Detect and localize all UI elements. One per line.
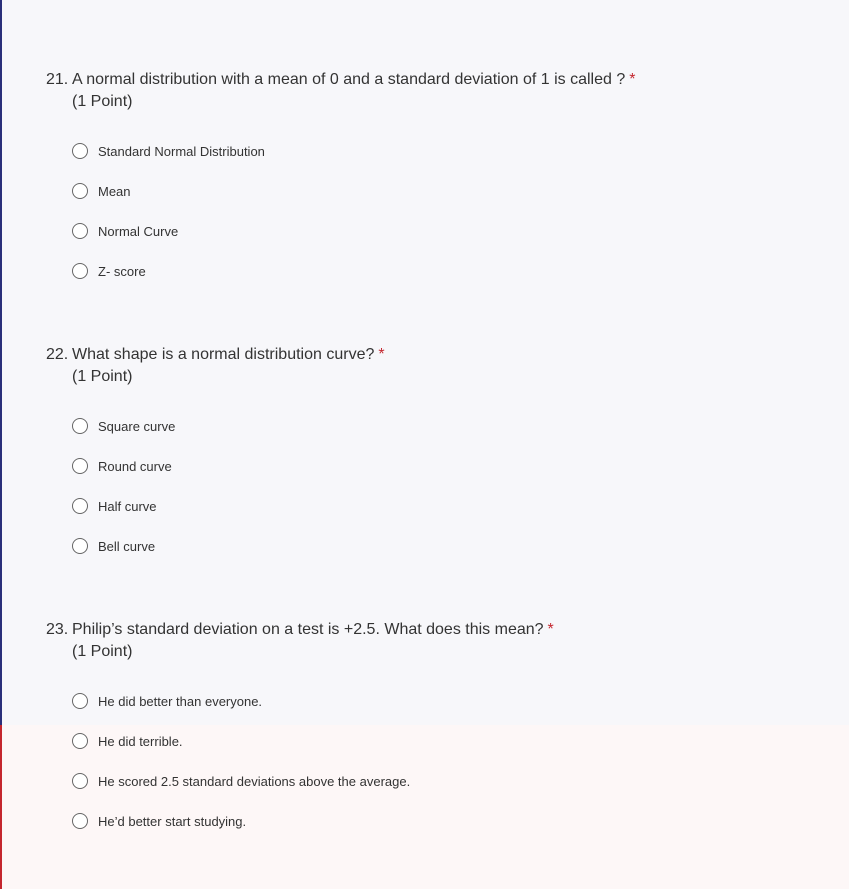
radio-button[interactable] [72, 693, 88, 709]
radio-button[interactable] [72, 733, 88, 749]
question-number: 23. [46, 621, 69, 638]
options-list [46, 406, 826, 566]
question-header [46, 344, 826, 388]
option-standard-normal-distribution[interactable] [72, 131, 826, 171]
question-number: 22. [46, 346, 69, 363]
option-square-curve[interactable] [72, 406, 826, 446]
option-label: Z- score [98, 263, 146, 279]
radio-button[interactable] [72, 538, 88, 554]
option-label: Half curve [98, 498, 157, 514]
question-points: (1 Point) [72, 643, 133, 660]
question-text: What shape is a normal distribution curve? [72, 346, 375, 363]
option-label: He’d better start studying. [98, 813, 247, 829]
option-start-studying[interactable] [72, 801, 826, 841]
radio-button[interactable] [72, 263, 88, 279]
option-z-score[interactable] [72, 251, 826, 291]
radio-button[interactable] [72, 773, 88, 789]
option-half-curve[interactable] [72, 486, 826, 526]
option-label: He did better than everyone. [98, 693, 263, 709]
option-label: He did terrible. [98, 733, 183, 749]
option-label: Mean [98, 183, 131, 199]
question-points: (1 Point) [72, 93, 133, 110]
option-mean[interactable] [72, 171, 826, 211]
radio-button[interactable] [72, 458, 88, 474]
question-number: 21. [46, 71, 69, 88]
option-bell-curve[interactable] [72, 526, 826, 566]
question-points: (1 Point) [72, 368, 133, 385]
required-marker: * [629, 71, 636, 88]
question-23 [46, 619, 826, 841]
required-marker: * [547, 621, 554, 638]
radio-button[interactable] [72, 418, 88, 434]
radio-button[interactable] [72, 143, 88, 159]
option-label: Square curve [98, 418, 176, 434]
options-list [46, 681, 826, 841]
radio-button[interactable] [72, 183, 88, 199]
option-normal-curve[interactable] [72, 211, 826, 251]
radio-button[interactable] [72, 813, 88, 829]
option-above-average[interactable] [72, 761, 826, 801]
question-text: Philip’s standard deviation on a test is +2.5. What does this mean? [72, 621, 544, 638]
radio-button[interactable] [72, 223, 88, 239]
options-list [46, 131, 826, 291]
option-label: Round curve [98, 458, 172, 474]
option-round-curve[interactable] [72, 446, 826, 486]
question-22 [46, 344, 826, 566]
option-did-better-than-everyone[interactable] [72, 681, 826, 721]
question-header [46, 619, 826, 663]
required-marker: * [378, 346, 385, 363]
question-text: A normal distribution with a mean of 0 and a standard deviation of 1 is called ? [72, 71, 626, 88]
option-label: He scored 2.5 standard deviations above the average. [98, 773, 411, 789]
option-label: Bell curve [98, 538, 156, 554]
question-header [46, 69, 826, 113]
option-label: Normal Curve [98, 223, 179, 239]
question-21 [46, 69, 826, 291]
option-did-terrible[interactable] [72, 721, 826, 761]
option-label: Standard Normal Distribution [98, 143, 265, 159]
radio-button[interactable] [72, 498, 88, 514]
